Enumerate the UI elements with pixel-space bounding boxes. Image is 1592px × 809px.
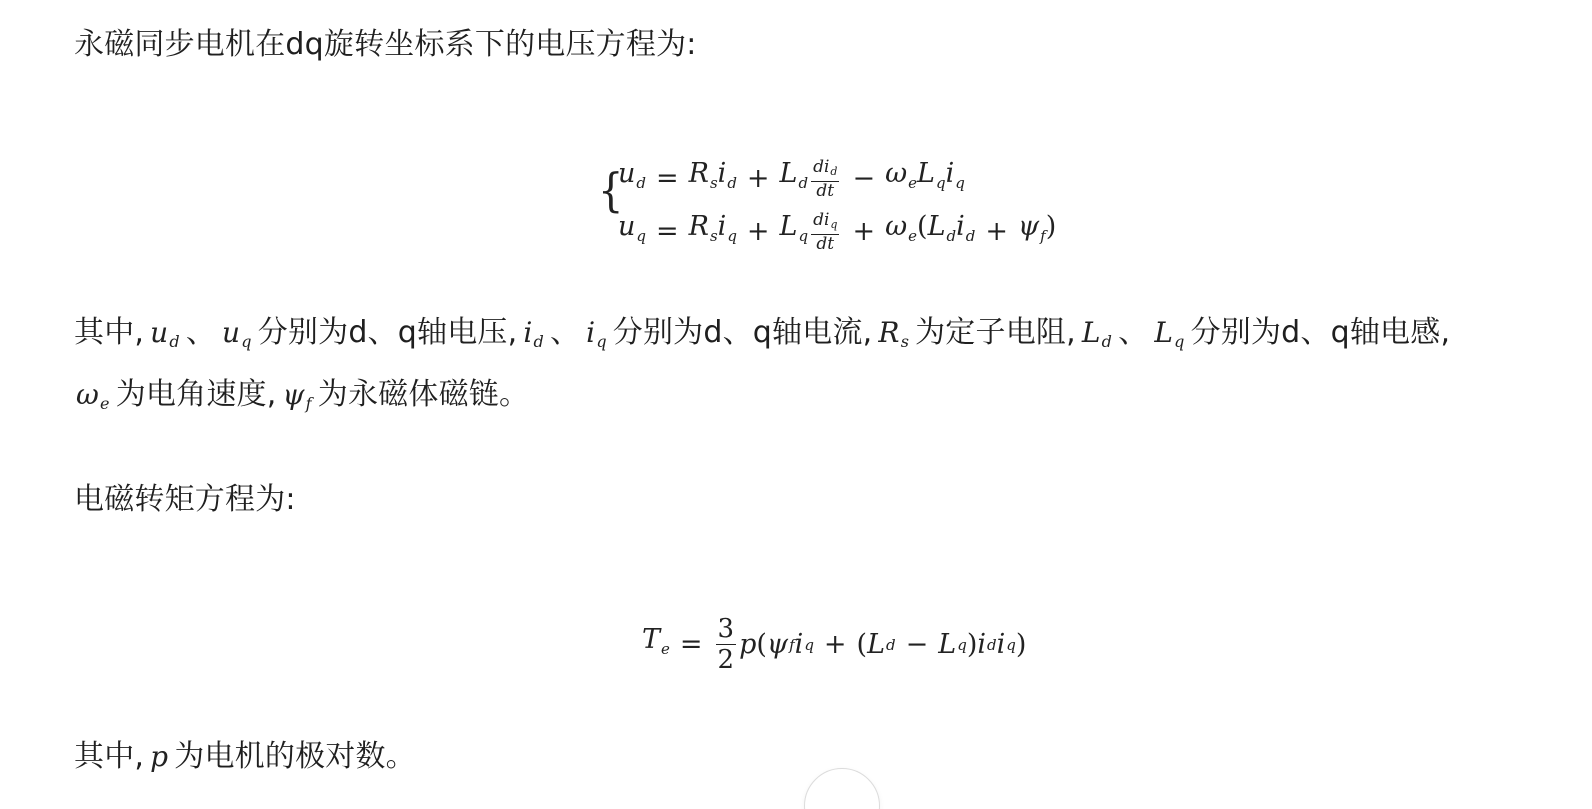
var-lq: $L_q$ [1154,316,1185,351]
voltage-equations [618,152,1056,258]
var-uq: $u_q$ [222,316,252,351]
var-psi-f: $\psi_f$ [282,378,312,413]
voltage-definitions-line1: 其中, $u_d$ 、 $u_q$ 分别为d、q轴电压, $i_d$ 、 $i_q$ 分别为d、q轴电流, $R_s$ 为定子电阻, $L_d$ 、 $L_q$ 分别为d、q轴电感, [74,315,1451,351]
left-brace: { [598,164,624,218]
scroll-down-button[interactable] [804,768,880,809]
fraction-diq-dt: $\frac{di_q}{dt}$ [813,209,838,254]
fraction-did-dt: $\frac{di_d}{dt}$ [813,156,838,201]
torque-intro-text: 电磁转矩方程为: [74,482,296,517]
var-id: $i_d$ [523,316,544,351]
voltage-intro-text: 永磁同步电机在dq旋转坐标系下的电压方程为: [74,27,697,62]
var-iq: $i_q$ [586,316,607,351]
fraction-3-2: $\frac{3}{2}$ [717,614,735,675]
var-p: p [150,740,169,773]
torque-equation: $T_e$ = $\frac{3}{2}$ p ( ψ f i q + ( L d − L q ) i d i q ) [642,614,1027,675]
voltage-equation-d: $u_d$ = $R_si_d$ + $L_d$ $\frac{di_d}{dt}$ − $\omega_eL_qi_q$ [618,156,965,201]
var-ld: $L_d$ [1081,316,1113,351]
voltage-equation-q: $u_q$ = $R_si_q$ + $L_q$ $\frac{di_q}{dt}$ + $\omega_e(L_di_d$ + $\psi_f$) [618,209,1057,254]
voltage-definitions-line2: $\omega_e$ 为电角速度, $\psi_f$ 为永磁体磁链。 [76,377,530,413]
var-omega-e: $\omega_e$ [76,378,110,413]
torque-definition-text: 其中, p 为电机的极对数。 [74,739,416,774]
var-ud: $u_d$ [150,316,180,351]
var-rs: $R_s$ [878,316,910,351]
